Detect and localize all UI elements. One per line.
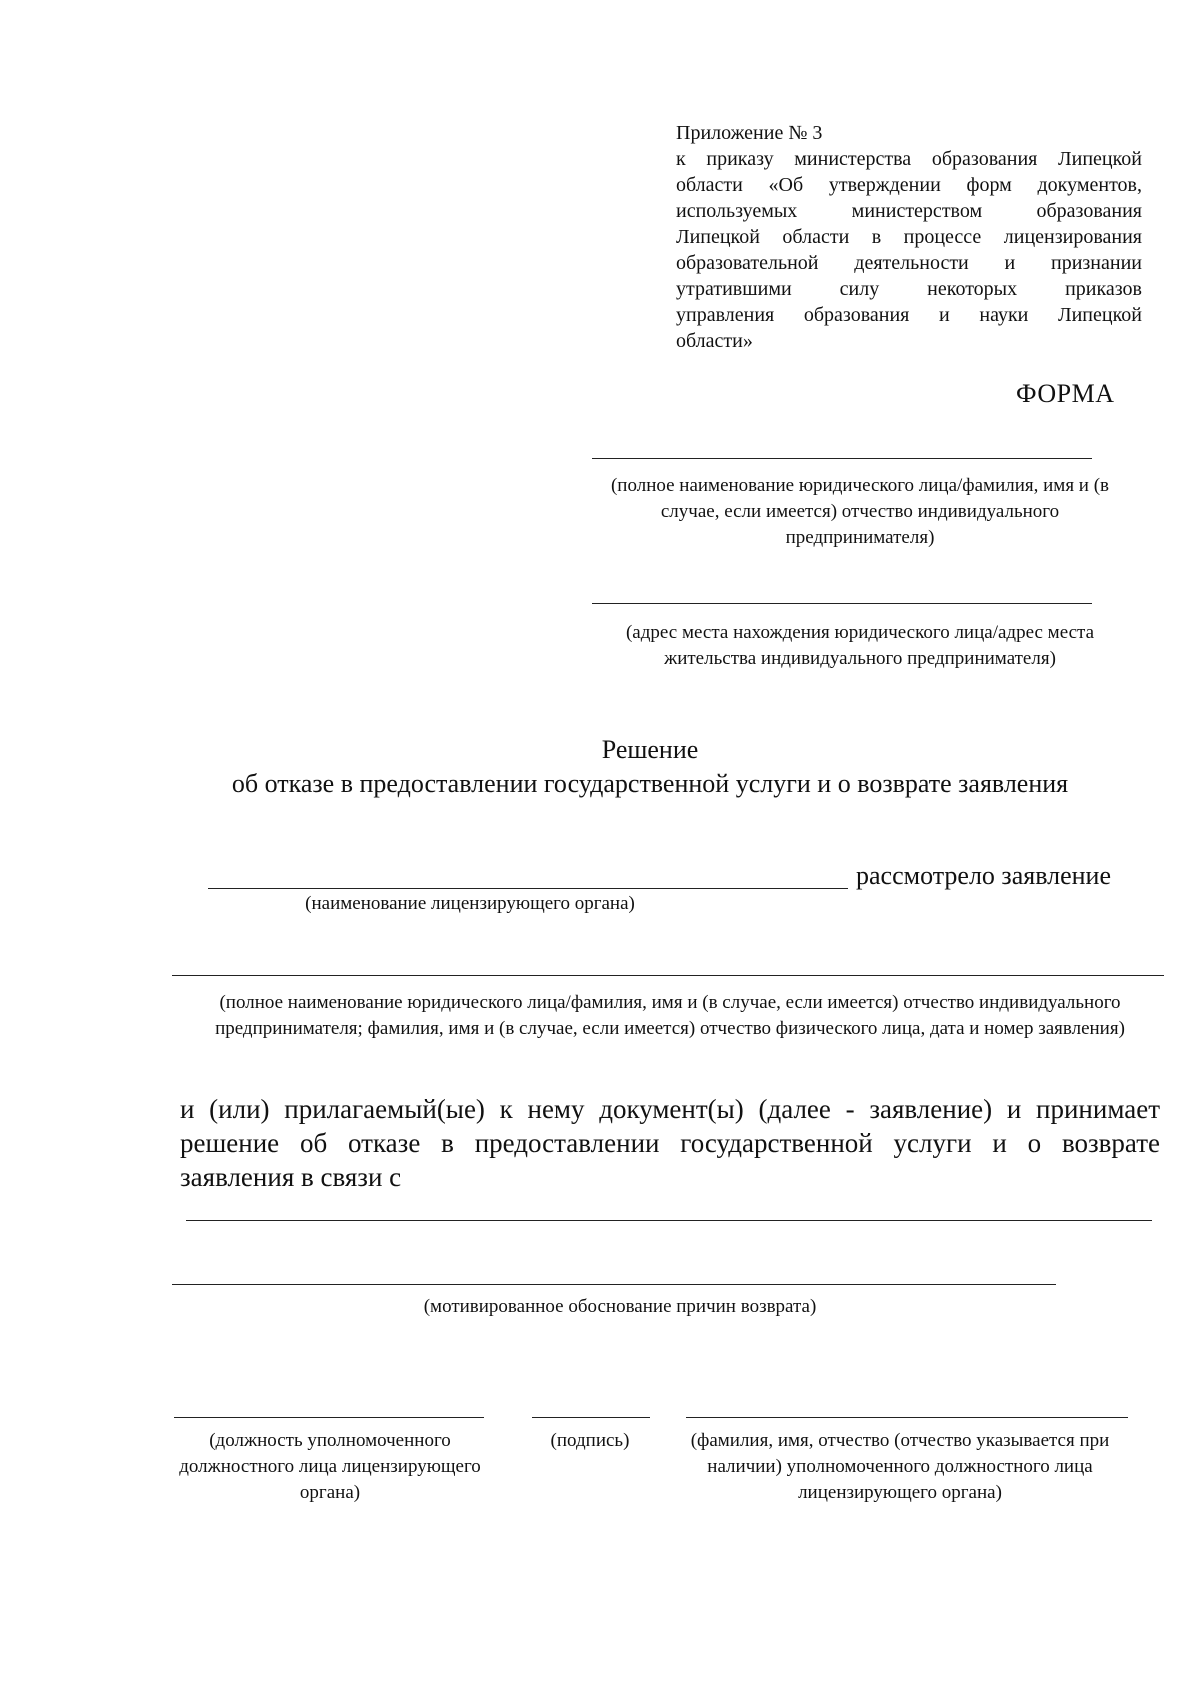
annex-line: используемых министерством образования bbox=[676, 200, 1142, 222]
fio-caption: (фамилия, имя, отчество (отчество указывается при наличии) уполномоченного должностного лица лицензирующего органа) bbox=[690, 1430, 1110, 1503]
annex-line: области» bbox=[676, 330, 753, 352]
body-text-line: решение об отказе в предоставлении государственной услуги и о возврате bbox=[180, 1128, 1160, 1158]
position-caption: (должность уполномоченного должностного лица лицензирующего органа) bbox=[179, 1430, 481, 1503]
annex-title: Приложение № 3 bbox=[676, 122, 823, 144]
applicant-details-line bbox=[172, 975, 1164, 976]
signature-caption: (подпись) bbox=[550, 1430, 630, 1451]
address-line bbox=[592, 603, 1092, 604]
body-text-line: и (или) прилагаемый(ые) к нему документ(ы) (далее - заявление) и принимает bbox=[180, 1094, 1160, 1124]
applicant-name-line bbox=[592, 458, 1092, 459]
reason-caption: (мотивированное обоснование причин возврата) bbox=[423, 1296, 817, 1317]
position-line bbox=[174, 1417, 484, 1418]
decision-title bbox=[0, 734, 1200, 766]
decision-title-text: Решение bbox=[601, 735, 699, 764]
annex-line: области «Об утверждении форм документов, bbox=[676, 174, 1142, 196]
licensing-organ-caption: (наименование лицензирующего органа) bbox=[305, 893, 635, 914]
reason-line-1 bbox=[186, 1220, 1152, 1221]
considered-text: рассмотрело заявление bbox=[856, 861, 1112, 890]
signature-line bbox=[532, 1417, 650, 1418]
decision-subtitle: об отказе в предоставлении государственной услуги и о возврате заявления bbox=[231, 769, 1069, 798]
licensing-organ-line bbox=[208, 888, 848, 889]
body-text-line: заявления в связи с bbox=[180, 1162, 402, 1192]
address-caption: (адрес места нахождения юридического лица/адрес места жительства индивидуального предпринимателя) bbox=[625, 622, 1095, 669]
annex-line: образовательной деятельности и признании bbox=[676, 252, 1142, 274]
applicant-details-caption: (полное наименование юридического лица/фамилия, имя и (в случае, если имеется) отчество индивидуального предпринимателя; фамилия, имя и (в случае, если имеется) отчество физического лица, дата и номер заявления) bbox=[215, 992, 1125, 1039]
reason-line-2 bbox=[172, 1284, 1056, 1285]
applicant-name-caption: (полное наименование юридического лица/фамилия, имя и (в случае, если имеется) отчество индивидуального предпринимателя) bbox=[610, 475, 1110, 548]
fio-line bbox=[686, 1417, 1128, 1418]
annex-line: к приказу министерства образования Липецкой bbox=[676, 148, 1142, 170]
annex-line: управления образования и науки Липецкой bbox=[676, 304, 1142, 326]
annex-line: утратившими силу некоторых приказов bbox=[676, 278, 1142, 300]
annex-line: Липецкой области в процессе лицензирования bbox=[676, 226, 1142, 248]
form-label: ФОРМА bbox=[1016, 379, 1115, 408]
